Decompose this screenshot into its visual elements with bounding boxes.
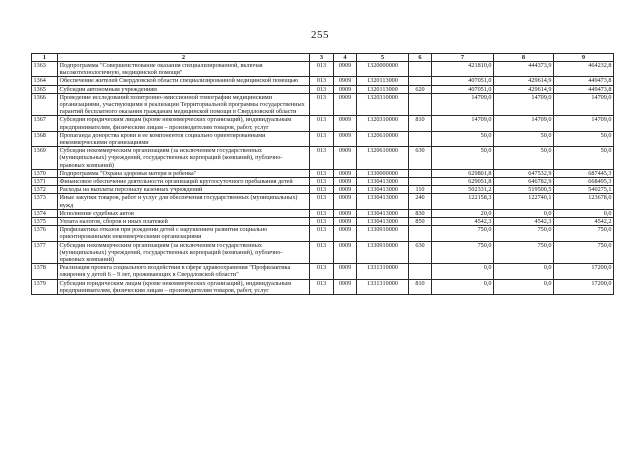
- column-header: 9: [554, 54, 614, 62]
- section-code-cell: 0909: [334, 241, 357, 264]
- amount-year1-cell: 50,0: [432, 147, 494, 170]
- row-number-cell: 1377: [32, 241, 58, 264]
- amount-year2-cell: 429614,9: [494, 77, 554, 85]
- amount-year2-cell: 14709,0: [494, 93, 554, 116]
- row-number-cell: 1378: [32, 264, 58, 279]
- expense-type-cell: 810: [409, 279, 432, 294]
- amount-year2-cell: 0,0: [494, 279, 554, 294]
- amount-year3-cell: 14709,0: [554, 93, 614, 116]
- target-article-cell: 1320113000: [357, 77, 409, 85]
- amount-year1-cell: 122158,3: [432, 194, 494, 209]
- row-description-cell: Проведение исследований позитронно-эмиссионной томографии медицинскими организациями, участвующими в реализации Территориальной программы государственных гарантий бесплатного оказания гражданам медицинской помощи в Свердловской области: [58, 93, 310, 116]
- target-article-cell: 1330413000: [357, 186, 409, 194]
- section-code-cell: 0909: [334, 194, 357, 209]
- table-row: [32, 147, 614, 170]
- column-header: 7: [432, 54, 494, 62]
- amount-year1-cell: 14709,0: [432, 93, 494, 116]
- target-article-cell: 1320610000: [357, 147, 409, 170]
- table-row: [32, 93, 614, 116]
- row-number-cell: 1374: [32, 209, 58, 217]
- amount-year3-cell: 4542,2: [554, 218, 614, 226]
- row-description-cell: Подпрограмма "Совершенствование оказания специализированной, включая высокотехнологичную, медицинской помощи": [58, 62, 310, 77]
- amount-year3-cell: 668495,3: [554, 178, 614, 186]
- amount-year1-cell: 629051,8: [432, 178, 494, 186]
- row-number-cell: 1363: [32, 62, 58, 77]
- ministry-code-cell: 013: [310, 85, 334, 93]
- amount-year3-cell: 449473,8: [554, 85, 614, 93]
- ministry-code-cell: 013: [310, 178, 334, 186]
- table-row: [32, 186, 614, 194]
- column-header: 5: [357, 54, 409, 62]
- amount-year2-cell: 4542,3: [494, 218, 554, 226]
- target-article-cell: 1330000000: [357, 169, 409, 177]
- row-description-cell: Подпрограмма "Охрана здоровья матери и ребенка": [58, 169, 310, 177]
- target-article-cell: 1320310000: [357, 116, 409, 131]
- table-row: [32, 85, 614, 93]
- row-description-cell: Финансовое обеспечение деятельности организаций круглосуточного пребывания детей: [58, 178, 310, 186]
- row-description-cell: Профилактика отказов при рождении детей с нарушением развития социально ориентированными некоммерческими организациями: [58, 226, 310, 241]
- amount-year2-cell: 0,0: [494, 264, 554, 279]
- amount-year1-cell: 0,0: [432, 264, 494, 279]
- amount-year2-cell: 750,0: [494, 241, 554, 264]
- amount-year3-cell: 50,0: [554, 131, 614, 146]
- expense-type-cell: [409, 226, 432, 241]
- expense-type-cell: 110: [409, 186, 432, 194]
- row-number-cell: 1369: [32, 147, 58, 170]
- section-code-cell: 0909: [334, 226, 357, 241]
- expense-type-cell: 630: [409, 241, 432, 264]
- page-number: 255: [311, 29, 329, 41]
- amount-year3-cell: 123678,0: [554, 194, 614, 209]
- table-row: [32, 209, 614, 217]
- section-code-cell: 0909: [334, 178, 357, 186]
- row-number-cell: 1376: [32, 226, 58, 241]
- row-description-cell: Иные закупки товаров, работ и услуг для обеспечения государственных (муниципальных) нужд: [58, 194, 310, 209]
- ministry-code-cell: 013: [310, 62, 334, 77]
- expense-type-cell: [409, 62, 432, 77]
- amount-year2-cell: 0,0: [494, 209, 554, 217]
- table-row: [32, 77, 614, 85]
- ministry-code-cell: 013: [310, 77, 334, 85]
- amount-year3-cell: 14709,0: [554, 116, 614, 131]
- row-number-cell: 1370: [32, 169, 58, 177]
- ministry-code-cell: 013: [310, 186, 334, 194]
- amount-year3-cell: 464232,8: [554, 62, 614, 77]
- amount-year1-cell: 407051,0: [432, 77, 494, 85]
- expense-type-cell: [409, 77, 432, 85]
- section-code-cell: 0909: [334, 264, 357, 279]
- table-row: [32, 218, 614, 226]
- ministry-code-cell: 013: [310, 194, 334, 209]
- section-code-cell: 0909: [334, 62, 357, 77]
- amount-year3-cell: 449473,8: [554, 77, 614, 85]
- ministry-code-cell: 013: [310, 147, 334, 170]
- row-number-cell: 1366: [32, 93, 58, 116]
- row-description-cell: Уплата налогов, сборов и иных платежей: [58, 218, 310, 226]
- table-row: [32, 226, 614, 241]
- section-code-cell: 0909: [334, 85, 357, 93]
- expense-type-cell: 850: [409, 218, 432, 226]
- amount-year3-cell: 50,0: [554, 147, 614, 170]
- table-row: [32, 169, 614, 177]
- row-description-cell: Субсидии автономным учреждениям: [58, 85, 310, 93]
- amount-year3-cell: 687445,3: [554, 169, 614, 177]
- ministry-code-cell: 013: [310, 169, 334, 177]
- row-number-cell: 1364: [32, 77, 58, 85]
- table-row: [32, 194, 614, 209]
- expense-type-cell: [409, 264, 432, 279]
- amount-year3-cell: 540275,1: [554, 186, 614, 194]
- amount-year1-cell: 502331,2: [432, 186, 494, 194]
- amount-year2-cell: 50,0: [494, 147, 554, 170]
- expense-type-cell: 620: [409, 85, 432, 93]
- ministry-code-cell: 013: [310, 279, 334, 294]
- row-description-cell: Субсидии некоммерческим организациям (за исключением государственных (муниципальных) учреждений, государственных корпораций (компаний), публично-правовых компаний): [58, 147, 310, 170]
- target-article-cell: 1330413000: [357, 178, 409, 186]
- amount-year2-cell: 122740,1: [494, 194, 554, 209]
- column-header: 3: [310, 54, 334, 62]
- column-header: 4: [334, 54, 357, 62]
- section-code-cell: 0909: [334, 186, 357, 194]
- amount-year2-cell: 444373,9: [494, 62, 554, 77]
- target-article-cell: 1330910000: [357, 226, 409, 241]
- amount-year1-cell: 407051,0: [432, 85, 494, 93]
- amount-year3-cell: 0,0: [554, 209, 614, 217]
- expense-type-cell: [409, 131, 432, 146]
- table-row: [32, 279, 614, 294]
- amount-year2-cell: 750,0: [494, 226, 554, 241]
- row-number-cell: 1375: [32, 218, 58, 226]
- amount-year1-cell: 4542,3: [432, 218, 494, 226]
- row-description-cell: Субсидии некоммерческим организациям (за исключением государственных (муниципальных) учреждений, государственных корпораций (компаний), публично-правовых компаний): [58, 241, 310, 264]
- amount-year1-cell: 750,0: [432, 241, 494, 264]
- amount-year2-cell: 14709,0: [494, 116, 554, 131]
- budget-table: [31, 53, 614, 295]
- target-article-cell: 1330413000: [357, 209, 409, 217]
- target-article-cell: 1320113000: [357, 85, 409, 93]
- target-article-cell: 1331310000: [357, 279, 409, 294]
- expense-type-cell: 240: [409, 194, 432, 209]
- table-body: [32, 62, 614, 295]
- row-description-cell: Расходы на выплаты персоналу казенных учреждений: [58, 186, 310, 194]
- section-code-cell: 0909: [334, 131, 357, 146]
- amount-year1-cell: 20,0: [432, 209, 494, 217]
- expense-type-cell: [409, 169, 432, 177]
- table-row: [32, 241, 614, 264]
- amount-year1-cell: 629801,8: [432, 169, 494, 177]
- ministry-code-cell: 013: [310, 241, 334, 264]
- column-header: 6: [409, 54, 432, 62]
- target-article-cell: 1330910000: [357, 241, 409, 264]
- amount-year1-cell: 421810,0: [432, 62, 494, 77]
- amount-year1-cell: 0,0: [432, 279, 494, 294]
- section-code-cell: 0909: [334, 147, 357, 170]
- section-code-cell: 0909: [334, 93, 357, 116]
- column-header: 1: [32, 54, 58, 62]
- table-row: [32, 178, 614, 186]
- section-code-cell: 0909: [334, 116, 357, 131]
- row-number-cell: 1379: [32, 279, 58, 294]
- ministry-code-cell: 013: [310, 116, 334, 131]
- row-number-cell: 1372: [32, 186, 58, 194]
- expense-type-cell: [409, 178, 432, 186]
- column-header: 2: [58, 54, 310, 62]
- row-number-cell: 1365: [32, 85, 58, 93]
- row-description-cell: Субсидии юридическим лицам (кроме некоммерческих организаций), индивидуальным предпринимателям, физическим лицам – производителям товаров, работ, услуг: [58, 116, 310, 131]
- row-description-cell: Пропаганда донорства крови и ее компонентов социально ориентированными некоммерческими организациями: [58, 131, 310, 146]
- target-article-cell: 1320610000: [357, 131, 409, 146]
- ministry-code-cell: 013: [310, 209, 334, 217]
- section-code-cell: 0909: [334, 279, 357, 294]
- amount-year2-cell: 519500,5: [494, 186, 554, 194]
- table-row: [32, 264, 614, 279]
- target-article-cell: 1330413000: [357, 194, 409, 209]
- row-number-cell: 1373: [32, 194, 58, 209]
- amount-year2-cell: 429614,9: [494, 85, 554, 93]
- row-description-cell: Субсидии юридическим лицам (кроме некоммерческих организаций), индивидуальным предпринимателям, физическим лицам – производителям товаров, работ, услуг: [58, 279, 310, 294]
- section-code-cell: 0909: [334, 209, 357, 217]
- row-description-cell: Реализация проекта социального воздействия в сфере здравоохранения "Профилактика ожирения у детей 6 – 9 лет, проживающих в Свердловской области": [58, 264, 310, 279]
- table-header-row: [32, 54, 614, 62]
- amount-year3-cell: 750,0: [554, 241, 614, 264]
- table-row: [32, 116, 614, 131]
- section-code-cell: 0909: [334, 77, 357, 85]
- amount-year2-cell: 646782,9: [494, 178, 554, 186]
- amount-year3-cell: 750,0: [554, 226, 614, 241]
- ministry-code-cell: 013: [310, 131, 334, 146]
- ministry-code-cell: 013: [310, 226, 334, 241]
- expense-type-cell: 810: [409, 116, 432, 131]
- target-article-cell: 1320000000: [357, 62, 409, 77]
- row-number-cell: 1368: [32, 131, 58, 146]
- section-code-cell: 0909: [334, 169, 357, 177]
- target-article-cell: 1331310000: [357, 264, 409, 279]
- column-header: 8: [494, 54, 554, 62]
- table-row: [32, 62, 614, 77]
- ministry-code-cell: 013: [310, 93, 334, 116]
- section-code-cell: 0909: [334, 218, 357, 226]
- target-article-cell: 1320310000: [357, 93, 409, 116]
- amount-year1-cell: 14709,0: [432, 116, 494, 131]
- amount-year3-cell: 17200,0: [554, 279, 614, 294]
- amount-year3-cell: 17200,0: [554, 264, 614, 279]
- amount-year1-cell: 750,0: [432, 226, 494, 241]
- row-description-cell: Исполнение судебных актов: [58, 209, 310, 217]
- row-number-cell: 1371: [32, 178, 58, 186]
- ministry-code-cell: 013: [310, 264, 334, 279]
- target-article-cell: 1330413000: [357, 218, 409, 226]
- amount-year2-cell: 50,0: [494, 131, 554, 146]
- expense-type-cell: [409, 93, 432, 116]
- expense-type-cell: 630: [409, 147, 432, 170]
- expense-type-cell: 830: [409, 209, 432, 217]
- amount-year1-cell: 50,0: [432, 131, 494, 146]
- ministry-code-cell: 013: [310, 218, 334, 226]
- row-number-cell: 1367: [32, 116, 58, 131]
- row-description-cell: Обеспечение жителей Свердловской области специализированной медицинской помощью: [58, 77, 310, 85]
- table-row: [32, 131, 614, 146]
- amount-year2-cell: 647532,9: [494, 169, 554, 177]
